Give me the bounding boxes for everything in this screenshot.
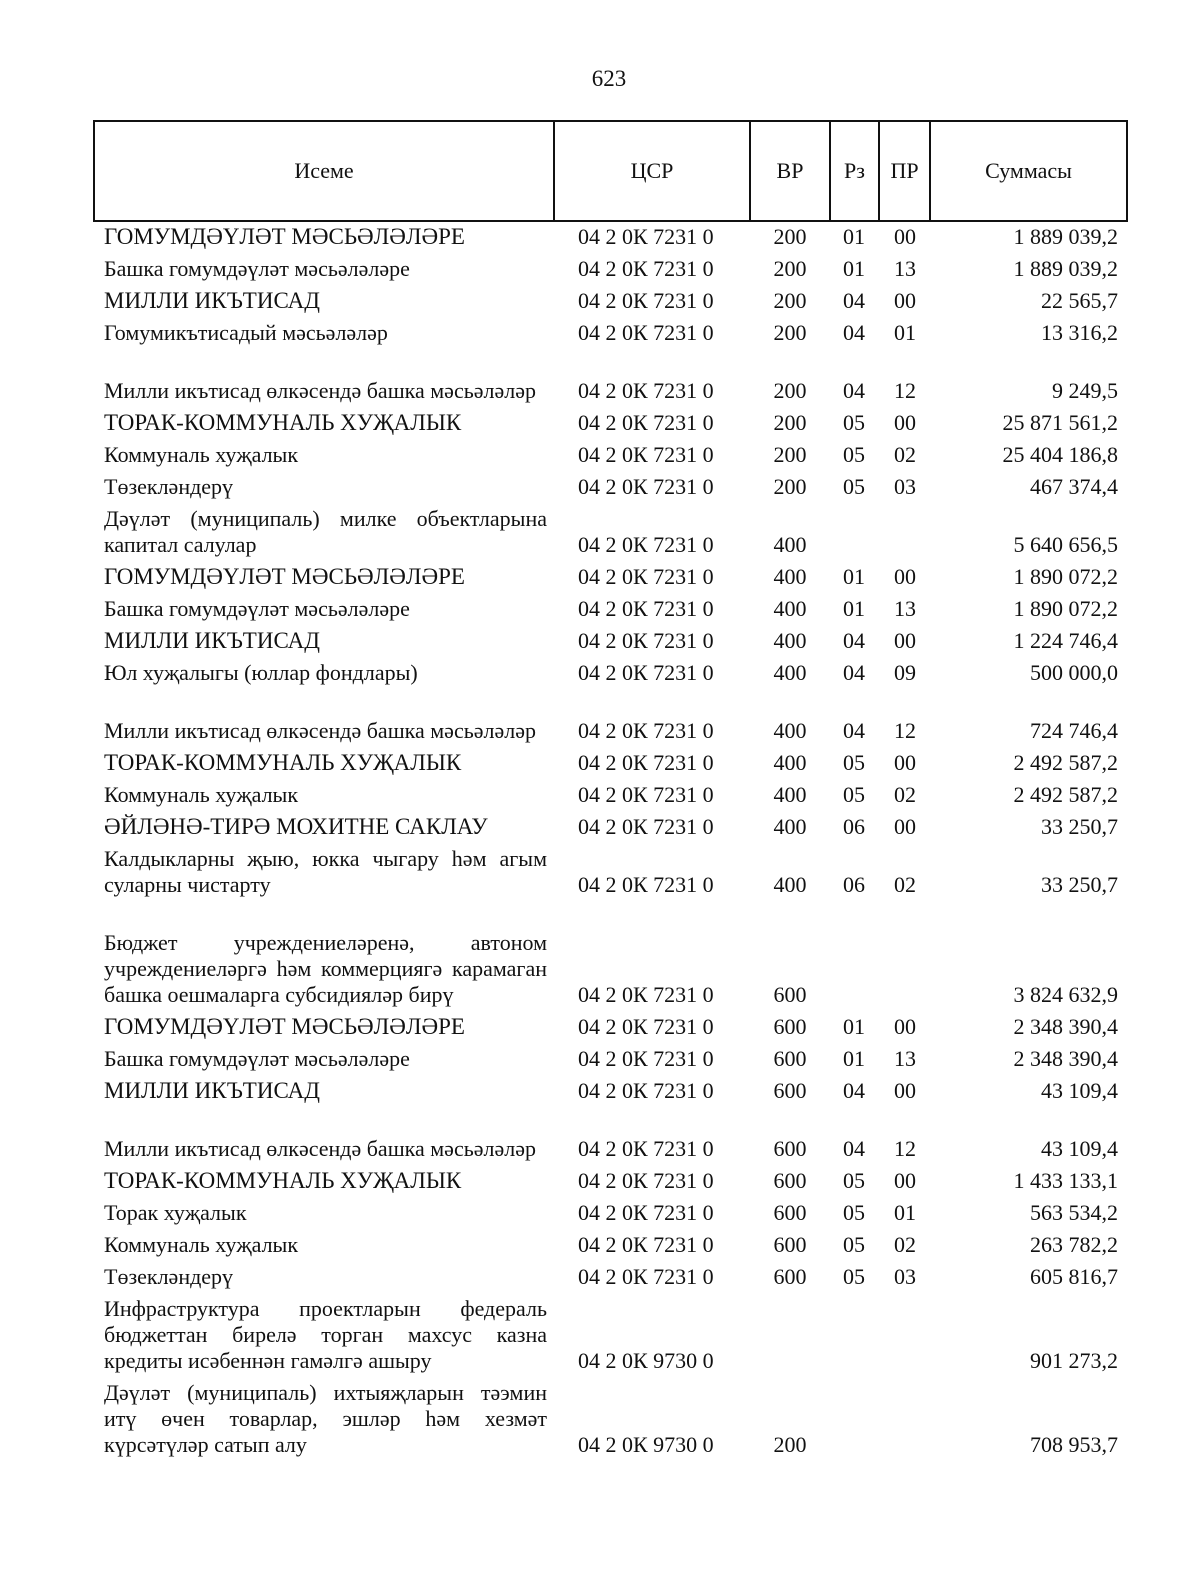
- row-vr: 600: [773, 1078, 807, 1103]
- row-csr: 04 2 0К 7231 0: [578, 596, 714, 621]
- row-csr: 04 2 0К 7231 0: [578, 1136, 714, 1161]
- table-row: [0, 1164, 1200, 1196]
- row-name: Төзекләндерү: [104, 1264, 234, 1289]
- row-vr: 200: [773, 410, 807, 435]
- row-name: МИЛЛИ ИКЪТИСАД: [104, 628, 320, 653]
- row-csr: 04 2 0К 7231 0: [578, 1014, 714, 1039]
- table-row: [0, 1376, 1200, 1460]
- row-csr: 04 2 0К 7231 0: [578, 1046, 714, 1071]
- table-row: [0, 406, 1200, 438]
- table-row: [0, 688, 1200, 746]
- table-row: [0, 1196, 1200, 1228]
- row-vr: 200: [773, 442, 807, 467]
- row-csr: 04 2 0К 7231 0: [578, 224, 714, 249]
- row-name: ТОРАК-КОММУНАЛЬ ХУҖАЛЫК: [104, 410, 462, 435]
- row-sum: 1 889 039,2: [1013, 256, 1118, 281]
- row-csr: 04 2 0К 7231 0: [578, 1078, 714, 1103]
- row-sum: 563 534,2: [1030, 1200, 1118, 1225]
- row-vr: 400: [773, 660, 807, 685]
- row-sum: 25 871 561,2: [1002, 410, 1118, 435]
- row-vr: 200: [773, 288, 807, 313]
- table-row: [0, 470, 1200, 502]
- row-csr: 04 2 0К 7231 0: [578, 750, 714, 775]
- row-rz: 04: [843, 660, 865, 685]
- row-csr: 04 2 0К 7231 0: [578, 872, 714, 897]
- table-row: [0, 1074, 1200, 1106]
- table-row: [0, 1228, 1200, 1260]
- row-name: Дәүләт (муниципаль) ихтыяҗларын тәэмин итү өчен товарлар, эшләр һәм хезмәт күрсәтүләр сатып алу: [104, 1380, 547, 1457]
- row-rz: 04: [843, 320, 865, 345]
- row-sum: 22 565,7: [1041, 288, 1118, 313]
- table-row: [0, 842, 1200, 900]
- row-name: Калдыкларны җыю, юкка чыгару һәм агым суларны чистарту: [104, 846, 547, 897]
- row-name: Башка гомумдәүләт мәсьәләләре: [104, 1046, 410, 1071]
- row-vr: 200: [773, 320, 807, 345]
- column-header-name: Исеме: [94, 121, 554, 221]
- row-rz: 04: [843, 288, 865, 313]
- table-row: [0, 502, 1200, 560]
- row-rz: 04: [843, 628, 865, 653]
- row-rz: 04: [843, 1078, 865, 1103]
- page-number: 623: [591, 66, 627, 91]
- row-sum: 1 889 039,2: [1013, 224, 1118, 249]
- row-csr: 04 2 0К 7231 0: [578, 1168, 714, 1193]
- row-vr: 400: [773, 628, 807, 653]
- row-vr: 600: [773, 982, 807, 1007]
- row-csr: 04 2 0К 9730 0: [578, 1432, 714, 1457]
- table-row: [0, 592, 1200, 624]
- row-name: Бюджет учреждениеләренә, автоном учреждениеләргә һәм коммерциягә карамаган башка оешмаларга субсидияләр бирү: [104, 930, 547, 1007]
- row-csr: 04 2 0К 7231 0: [578, 410, 714, 435]
- row-name: Коммуналь хуҗалык: [104, 442, 299, 467]
- row-name: МИЛЛИ ИКЪТИСАД: [104, 288, 320, 313]
- row-pr: 02: [894, 442, 916, 467]
- table-body: [0, 220, 1200, 1460]
- row-csr: 04 2 0К 7231 0: [578, 442, 714, 467]
- row-pr: 00: [894, 628, 916, 653]
- row-rz: 06: [843, 814, 865, 839]
- row-sum: 901 273,2: [1030, 1348, 1118, 1373]
- column-header-vr: ВР: [750, 121, 830, 221]
- row-sum: 33 250,7: [1041, 872, 1118, 897]
- row-vr: 400: [773, 872, 807, 897]
- row-name: Башка гомумдәүләт мәсьәләләре: [104, 256, 410, 281]
- row-rz: 05: [843, 782, 865, 807]
- row-pr: 01: [894, 320, 916, 345]
- row-sum: 25 404 186,8: [1002, 442, 1118, 467]
- row-vr: 600: [773, 1168, 807, 1193]
- row-sum: 2 492 587,2: [1013, 750, 1118, 775]
- row-name: Торак хуҗалык: [104, 1200, 247, 1225]
- row-vr: 400: [773, 532, 807, 557]
- row-csr: 04 2 0К 7231 0: [578, 378, 714, 403]
- row-vr: 200: [773, 256, 807, 281]
- row-name: Милли икътисад өлкәсендә башка мәсьәләләр: [104, 1136, 536, 1161]
- row-pr: 02: [894, 872, 916, 897]
- row-rz: 01: [843, 1014, 865, 1039]
- row-name: Юл хуҗалыгы (юллар фондлары): [104, 660, 418, 685]
- table-row: [0, 900, 1200, 1010]
- row-pr: 03: [894, 474, 916, 499]
- table-row: [0, 438, 1200, 470]
- row-vr: 400: [773, 596, 807, 621]
- column-header-sum: Суммасы: [930, 121, 1127, 221]
- row-rz: 05: [843, 410, 865, 435]
- row-sum: 13 316,2: [1041, 320, 1118, 345]
- table-row: [0, 252, 1200, 284]
- row-sum: 605 816,7: [1030, 1264, 1118, 1289]
- row-pr: 09: [894, 660, 916, 685]
- row-name: Башка гомумдәүләт мәсьәләләре: [104, 596, 410, 621]
- row-rz: 05: [843, 442, 865, 467]
- table-row: [0, 284, 1200, 316]
- row-sum: 724 746,4: [1030, 718, 1118, 743]
- row-rz: 05: [843, 1232, 865, 1257]
- table-row: [0, 220, 1200, 252]
- row-pr: 13: [894, 596, 916, 621]
- row-name: Инфраструктура проектларын федераль бюджеттан бирелә торган махсус казна кредиты исәбеннән гамәлгә ашыру: [104, 1296, 547, 1373]
- row-rz: 01: [843, 564, 865, 589]
- row-pr: 02: [894, 1232, 916, 1257]
- row-sum: 43 109,4: [1041, 1078, 1118, 1103]
- row-pr: 12: [894, 1136, 916, 1161]
- row-pr: 12: [894, 718, 916, 743]
- row-sum: 33 250,7: [1041, 814, 1118, 839]
- table-row: [0, 560, 1200, 592]
- row-rz: 04: [843, 378, 865, 403]
- row-name: Гомумикътисадый мәсьәләләр: [104, 320, 388, 345]
- row-rz: 01: [843, 256, 865, 281]
- row-vr: 600: [773, 1046, 807, 1071]
- row-sum: 3 824 632,9: [1013, 982, 1118, 1007]
- row-rz: 04: [843, 1136, 865, 1161]
- row-pr: 00: [894, 410, 916, 435]
- row-rz: 01: [843, 224, 865, 249]
- row-pr: 00: [894, 1168, 916, 1193]
- row-name: Милли икътисад өлкәсендә башка мәсьәләләр: [104, 378, 536, 403]
- row-pr: 00: [894, 750, 916, 775]
- row-csr: 04 2 0К 7231 0: [578, 256, 714, 281]
- row-sum: 1 224 746,4: [1013, 628, 1118, 653]
- row-name: ГОМУМДӘҮЛӘТ МӘСЬӘЛӘЛӘРЕ: [104, 224, 465, 249]
- row-vr: 600: [773, 1200, 807, 1225]
- row-pr: 12: [894, 378, 916, 403]
- row-rz: 06: [843, 872, 865, 897]
- row-name: ГОМУМДӘҮЛӘТ МӘСЬӘЛӘЛӘРЕ: [104, 564, 465, 589]
- row-name: ТОРАК-КОММУНАЛЬ ХУҖАЛЫК: [104, 750, 462, 775]
- row-rz: 05: [843, 750, 865, 775]
- row-sum: 2 492 587,2: [1013, 782, 1118, 807]
- row-vr: 600: [773, 1014, 807, 1039]
- row-csr: 04 2 0К 7231 0: [578, 814, 714, 839]
- table-row: [0, 348, 1200, 406]
- table-row: [0, 810, 1200, 842]
- row-vr: 600: [773, 1136, 807, 1161]
- row-rz: 05: [843, 1264, 865, 1289]
- column-header-csr: ЦСР: [554, 121, 750, 221]
- row-pr: 00: [894, 1078, 916, 1103]
- row-sum: 467 374,4: [1030, 474, 1118, 499]
- row-pr: 02: [894, 782, 916, 807]
- row-rz: 05: [843, 474, 865, 499]
- table-row: [0, 1042, 1200, 1074]
- row-csr: 04 2 0К 7231 0: [578, 564, 714, 589]
- row-csr: 04 2 0К 7231 0: [578, 474, 714, 499]
- row-sum: 708 953,7: [1030, 1432, 1118, 1457]
- row-csr: 04 2 0К 9730 0: [578, 1348, 714, 1373]
- table-row: [0, 316, 1200, 348]
- row-vr: 600: [773, 1232, 807, 1257]
- row-csr: 04 2 0К 7231 0: [578, 982, 714, 1007]
- row-rz: 05: [843, 1168, 865, 1193]
- column-header-rz: Рз: [830, 121, 879, 221]
- table-row: [0, 746, 1200, 778]
- row-pr: 00: [894, 288, 916, 313]
- row-vr: 400: [773, 718, 807, 743]
- row-pr: 00: [894, 1014, 916, 1039]
- row-sum: 2 348 390,4: [1013, 1014, 1118, 1039]
- row-sum: 1 890 072,2: [1013, 564, 1118, 589]
- table-header: [93, 120, 1128, 222]
- row-pr: 01: [894, 1200, 916, 1225]
- row-vr: 400: [773, 564, 807, 589]
- row-sum: 43 109,4: [1041, 1136, 1118, 1161]
- table-row: [0, 656, 1200, 688]
- row-sum: 2 348 390,4: [1013, 1046, 1118, 1071]
- row-sum: 9 249,5: [1052, 378, 1118, 403]
- table-row: [0, 1292, 1200, 1376]
- row-name: ТОРАК-КОММУНАЛЬ ХУҖАЛЫК: [104, 1168, 462, 1193]
- row-rz: 05: [843, 1200, 865, 1225]
- column-header-pr: ПР: [879, 121, 930, 221]
- row-pr: 13: [894, 1046, 916, 1071]
- row-pr: 00: [894, 564, 916, 589]
- row-vr: 400: [773, 814, 807, 839]
- row-csr: 04 2 0К 7231 0: [578, 532, 714, 557]
- row-vr: 200: [773, 378, 807, 403]
- row-name: ГОМУМДӘҮЛӘТ МӘСЬӘЛӘЛӘРЕ: [104, 1014, 465, 1039]
- table-row: [0, 1260, 1200, 1292]
- row-pr: 00: [894, 814, 916, 839]
- row-name: Төзекләндерү: [104, 474, 234, 499]
- row-csr: 04 2 0К 7231 0: [578, 660, 714, 685]
- row-vr: 200: [773, 224, 807, 249]
- table-row: [0, 778, 1200, 810]
- table-row: [0, 1010, 1200, 1042]
- row-rz: 01: [843, 596, 865, 621]
- row-pr: 00: [894, 224, 916, 249]
- row-sum: 1 890 072,2: [1013, 596, 1118, 621]
- row-vr: 200: [773, 474, 807, 499]
- row-csr: 04 2 0К 7231 0: [578, 320, 714, 345]
- row-vr: 200: [773, 1432, 807, 1457]
- row-csr: 04 2 0К 7231 0: [578, 1264, 714, 1289]
- table-row: [0, 1106, 1200, 1164]
- row-vr: 400: [773, 750, 807, 775]
- table-row: [0, 624, 1200, 656]
- row-csr: 04 2 0К 7231 0: [578, 288, 714, 313]
- row-pr: 03: [894, 1264, 916, 1289]
- row-csr: 04 2 0К 7231 0: [578, 718, 714, 743]
- row-name: Дәүләт (муниципаль) милке объектларына капитал салулар: [104, 506, 547, 557]
- row-csr: 04 2 0К 7231 0: [578, 1200, 714, 1225]
- row-sum: 1 433 133,1: [1013, 1168, 1118, 1193]
- row-name: Коммуналь хуҗалык: [104, 1232, 299, 1257]
- row-csr: 04 2 0К 7231 0: [578, 1232, 714, 1257]
- row-pr: 13: [894, 256, 916, 281]
- row-rz: 04: [843, 718, 865, 743]
- row-vr: 600: [773, 1264, 807, 1289]
- row-rz: 01: [843, 1046, 865, 1071]
- row-name: МИЛЛИ ИКЪТИСАД: [104, 1078, 320, 1103]
- row-name: Коммуналь хуҗалык: [104, 782, 299, 807]
- row-sum: 5 640 656,5: [1013, 532, 1118, 557]
- row-csr: 04 2 0К 7231 0: [578, 628, 714, 653]
- row-sum: 263 782,2: [1030, 1232, 1118, 1257]
- row-name: Милли икътисад өлкәсендә башка мәсьәләләр: [104, 718, 536, 743]
- row-csr: 04 2 0К 7231 0: [578, 782, 714, 807]
- row-sum: 500 000,0: [1030, 660, 1118, 685]
- row-vr: 400: [773, 782, 807, 807]
- row-name: ӘЙЛӘНӘ-ТИРӘ МОХИТНЕ САКЛАУ: [104, 814, 488, 839]
